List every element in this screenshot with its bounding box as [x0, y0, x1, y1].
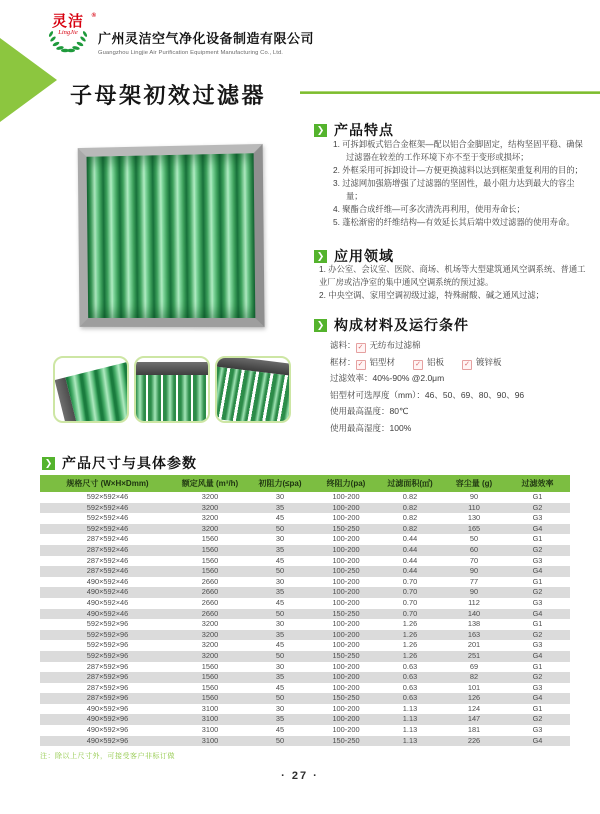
thumbnail-angle-detail — [215, 356, 291, 423]
materials-option — [356, 340, 421, 350]
table-row — [40, 619, 570, 630]
pleat-detail — [134, 375, 210, 423]
table-row — [40, 492, 570, 503]
features-list — [333, 138, 589, 229]
materials-option-label: 铝板 — [427, 356, 445, 367]
table-cell: 45 — [275, 725, 285, 735]
table-cell: 165 — [467, 523, 481, 533]
table-row — [40, 534, 570, 545]
list-item — [333, 216, 589, 229]
table-cell: 3200 — [201, 629, 219, 639]
table-cell: 100-200 — [332, 661, 360, 671]
table-cell: G2 — [532, 587, 543, 597]
item-number: 5. — [333, 217, 343, 227]
table-cell: 100-200 — [332, 714, 360, 724]
company-name-block — [98, 28, 398, 56]
materials-row — [330, 420, 592, 437]
table-cell: 50 — [469, 534, 479, 544]
table-cell: 90 — [469, 587, 479, 597]
table-cell: G1 — [532, 703, 543, 713]
table-cell: G2 — [532, 672, 543, 682]
table-row — [40, 704, 570, 715]
table-row — [40, 693, 570, 704]
table-cell: 45 — [275, 640, 285, 650]
table-cell: 30 — [275, 661, 285, 671]
section-title: 应用领域 — [334, 248, 394, 264]
list-item — [333, 177, 589, 203]
table-row — [40, 513, 570, 524]
table-cell: 592×592×46 — [86, 513, 129, 523]
table-row — [40, 662, 570, 673]
table-cell: 226 — [467, 735, 481, 745]
table-cell: 251 — [467, 650, 481, 660]
table-cell: 150-250 — [332, 608, 360, 618]
table-cell: 0.63 — [402, 682, 418, 692]
list-item — [333, 203, 589, 216]
table-cell: 138 — [467, 619, 481, 629]
checkbox-icon: ✓ — [462, 360, 472, 370]
table-cell: 147 — [467, 714, 481, 724]
table-cell: 60 — [469, 544, 479, 554]
table-cell: 1560 — [201, 555, 219, 565]
table-cell: 3200 — [201, 619, 219, 629]
table-cell: 592×592×46 — [86, 492, 129, 501]
table-cell: 287×592×96 — [86, 672, 129, 682]
section-chevron-icon: ❯ — [314, 250, 327, 263]
table-cell: 45 — [275, 682, 285, 692]
table-cell: 3100 — [201, 703, 219, 713]
table-cell: 0.44 — [402, 534, 418, 544]
table-cell: 0.82 — [402, 492, 418, 501]
table-cell: 77 — [469, 576, 479, 586]
table-cell: 100-200 — [332, 672, 360, 682]
table-cell: 1560 — [201, 566, 219, 576]
spec-table-head-row — [40, 475, 570, 492]
table-cell: 490×592×46 — [86, 587, 129, 597]
materials-option — [413, 357, 444, 367]
spec-table — [40, 475, 570, 746]
materials-label: 框材： — [330, 356, 356, 367]
table-cell: 100-200 — [332, 534, 360, 544]
table-cell: G4 — [532, 523, 543, 533]
company-logo — [46, 13, 96, 62]
column-header: 初阻力(≤pa) — [245, 475, 315, 492]
checkbox-icon: ✓ — [413, 360, 423, 370]
table-cell: 592×592×96 — [86, 619, 129, 629]
table-cell: 287×592×46 — [86, 555, 129, 565]
table-row — [40, 587, 570, 598]
table-cell: G3 — [532, 597, 543, 607]
registered-trademark-icon: ® — [91, 13, 96, 19]
section-chevron-icon: ❯ — [314, 319, 327, 332]
table-cell: 490×592×46 — [86, 608, 129, 618]
table-cell: 1560 — [201, 672, 219, 682]
table-cell: G4 — [532, 735, 543, 745]
table-cell: 50 — [275, 608, 285, 618]
table-row — [40, 556, 570, 567]
table-row — [40, 630, 570, 641]
table-cell: 181 — [467, 725, 481, 735]
item-number: 2. — [333, 165, 343, 175]
table-cell: 35 — [275, 587, 285, 597]
table-cell: 150-250 — [332, 523, 360, 533]
table-row — [40, 524, 570, 535]
materials-row — [330, 387, 592, 404]
table-cell: 100-200 — [332, 597, 360, 607]
materials-row — [330, 403, 592, 420]
table-cell: 100-200 — [332, 502, 360, 512]
table-cell: G1 — [532, 576, 543, 586]
table-cell: G4 — [532, 566, 543, 576]
table-cell: 30 — [275, 703, 285, 713]
section-chevron-icon: ❯ — [314, 124, 327, 137]
table-cell: G2 — [532, 502, 543, 512]
product-photo-main — [78, 144, 265, 327]
table-cell: 100-200 — [332, 555, 360, 565]
item-text: 外框采用可拆卸设计—方便更换滤料以达到框架重复利用的目的； — [342, 165, 583, 175]
table-cell: 35 — [275, 544, 285, 554]
product-photo-thumbnails — [53, 356, 293, 426]
materials-value: 40%-90% @2.0μm — [372, 373, 445, 383]
table-cell: 0.44 — [402, 566, 418, 576]
table-cell: 124 — [467, 703, 481, 713]
table-cell: 287×592×46 — [86, 544, 129, 554]
table-cell: 1.26 — [402, 629, 418, 639]
materials-label: 过滤效率： — [330, 373, 373, 383]
table-cell: 490×592×46 — [86, 576, 129, 586]
materials-label: 使用最高湿度： — [330, 422, 390, 433]
section-title: 产品特点 — [334, 122, 394, 138]
item-text: 可拆卸板式铝合金框架—配以铝合金脚固定，结构坚固平稳、确保过滤器在较差的工作环境下亦不至于变形或损坏； — [342, 139, 583, 162]
table-cell: G4 — [532, 650, 543, 660]
table-cell: 112 — [468, 597, 480, 607]
table-cell: G4 — [532, 693, 543, 703]
table-cell: 100-250 — [332, 566, 360, 576]
table-cell: 3100 — [201, 735, 219, 745]
item-number: 1. — [319, 264, 329, 274]
table-cell: 0.63 — [402, 661, 418, 671]
section-header-materials — [314, 315, 469, 335]
table-cell: 45 — [275, 555, 285, 565]
section-title: 产品尺寸与具体参数 — [62, 455, 197, 471]
table-cell: 490×592×96 — [86, 725, 129, 735]
table-cell: 100-200 — [332, 682, 360, 692]
table-cell: 592×592×46 — [86, 502, 129, 512]
company-name-cn: 广州灵洁空气净化设备制造有限公司 — [98, 31, 315, 46]
item-number: 2. — [319, 290, 329, 300]
table-cell: 35 — [275, 672, 285, 682]
table-cell: 1.13 — [402, 703, 418, 713]
thumbnail-front-detail — [134, 356, 210, 423]
page-title: 子母架初效过滤器 — [70, 83, 267, 108]
table-cell: 287×592×96 — [86, 661, 129, 671]
list-item — [319, 263, 587, 289]
materials-value: 46、50、69、80、90、96 — [424, 389, 525, 400]
filter-pleats — [87, 153, 256, 318]
table-row — [40, 566, 570, 577]
table-cell: 130 — [467, 513, 481, 523]
table-cell: G4 — [532, 608, 543, 618]
table-cell: 0.44 — [402, 555, 418, 565]
thumbnail-image — [55, 358, 129, 423]
table-cell: 1.13 — [402, 714, 418, 724]
item-number: 3. — [333, 178, 343, 188]
table-cell: 3200 — [201, 502, 219, 512]
table-cell: 0.63 — [402, 672, 418, 682]
table-cell: 1.26 — [402, 640, 418, 650]
table-cell: 100-200 — [332, 544, 360, 554]
table-cell: 0.70 — [402, 597, 418, 607]
table-cell: 35 — [275, 502, 285, 512]
page-number: · 27 · — [281, 770, 319, 782]
table-cell: G3 — [532, 640, 543, 650]
frame-edge — [134, 362, 210, 375]
table-cell: G3 — [532, 513, 543, 523]
table-cell: 100-200 — [332, 576, 360, 586]
column-header: 额定风量 (m³/h) — [175, 475, 245, 492]
item-number: 1. — [333, 139, 343, 149]
pleat-detail — [215, 366, 291, 423]
table-cell: 150-250 — [332, 693, 360, 703]
table-cell: G1 — [532, 661, 543, 671]
table-cell: 1560 — [201, 693, 219, 703]
materials-option — [462, 357, 502, 367]
spec-table-body — [40, 492, 570, 746]
table-cell: 3200 — [201, 523, 219, 533]
logo-brand-text: 灵洁 — [51, 13, 84, 30]
table-cell: 100-200 — [332, 492, 360, 501]
table-cell: 0.82 — [402, 523, 418, 533]
table-cell: 0.70 — [402, 576, 418, 586]
table-row — [40, 640, 570, 651]
item-text: 过滤网加强筋增强了过滤器的坚固性，最小阻力达到最大的容尘量； — [342, 178, 575, 201]
table-cell: 3200 — [201, 492, 219, 501]
table-cell: 1560 — [201, 682, 219, 692]
table-row — [40, 609, 570, 620]
materials-label: 滤料： — [330, 340, 356, 350]
table-cell: 0.82 — [402, 513, 418, 523]
column-header: 规格尺寸 (W×H×Dmm) — [40, 475, 175, 492]
table-cell: 0.70 — [402, 608, 418, 618]
item-text: 蓬松渐密的纤维结构—有效延长其后端中效过滤器的使用寿命。 — [342, 217, 575, 227]
table-cell: 100-200 — [332, 513, 360, 523]
table-cell: 3200 — [201, 650, 219, 660]
table-row — [40, 577, 570, 588]
table-cell: 69 — [469, 661, 479, 671]
table-cell: 30 — [275, 576, 285, 586]
table-cell: 1560 — [201, 661, 219, 671]
item-text: 聚酯合成纤维—可多次清洗再利用，使用寿命长； — [342, 204, 525, 214]
materials-row — [330, 337, 592, 354]
table-cell: 1.26 — [402, 650, 418, 660]
column-header: 过滤面积(㎡) — [377, 475, 443, 492]
table-cell: G1 — [532, 619, 543, 629]
table-cell: 3200 — [201, 640, 219, 650]
checkbox-icon: ✓ — [356, 343, 366, 353]
table-cell: 490×592×96 — [86, 735, 129, 745]
table-cell: 30 — [275, 534, 285, 544]
table-cell: 2660 — [201, 587, 219, 597]
materials-value: 100% — [389, 422, 412, 433]
table-cell: 0.63 — [402, 693, 418, 703]
table-cell: 50 — [275, 566, 285, 576]
table-cell: 2660 — [201, 597, 219, 607]
table-cell: G1 — [532, 492, 543, 501]
thumbnail-image — [134, 362, 210, 423]
section-header-specs — [42, 453, 197, 473]
table-cell: 592×592×46 — [86, 523, 129, 533]
materials-option-label: 铝型材 — [369, 356, 396, 367]
materials-label: 使用最高温度： — [330, 406, 390, 416]
table-cell: G1 — [532, 534, 543, 544]
table-cell: 100-200 — [332, 587, 360, 597]
table-cell: 490×592×96 — [86, 703, 129, 713]
table-cell: 100-200 — [332, 619, 360, 629]
table-cell: 3100 — [201, 714, 219, 724]
title-rule-line — [300, 91, 600, 94]
materials-row — [330, 354, 592, 371]
table-cell: G3 — [532, 682, 543, 692]
materials-value: 80℃ — [389, 406, 409, 416]
table-cell: 50 — [275, 650, 285, 660]
table-cell: 100-200 — [332, 703, 360, 713]
table-row — [40, 736, 570, 747]
materials-option — [356, 357, 396, 367]
table-cell: 2660 — [201, 576, 219, 586]
table-cell: 1.13 — [402, 735, 418, 745]
table-cell: 0.70 — [402, 587, 418, 597]
table-cell: 35 — [275, 714, 285, 724]
list-item — [333, 164, 589, 177]
table-cell: 82 — [469, 672, 479, 682]
column-header: 过滤效率 — [505, 475, 570, 492]
table-cell: 592×592×96 — [86, 629, 129, 639]
table-cell: 90 — [469, 566, 479, 576]
logo-script-text: LingJie — [58, 29, 78, 36]
table-row — [40, 503, 570, 514]
table-cell: 126 — [467, 693, 481, 703]
item-text: 办公室、会议室、医院、商场、机场等大型建筑通风空调系统、普通工业厂房或洁净室的集中通风空调系统的预过滤。 — [319, 264, 586, 287]
table-cell: G3 — [532, 555, 543, 565]
table-cell: G2 — [532, 629, 543, 639]
table-cell: 490×592×46 — [86, 597, 129, 607]
materials-option-label: 无纺布过滤棉 — [369, 340, 421, 350]
table-cell: 287×592×46 — [86, 534, 129, 544]
table-cell: 592×592×96 — [86, 640, 129, 650]
table-cell: 287×592×46 — [86, 566, 129, 576]
table-cell: 3200 — [201, 513, 219, 523]
item-text: 中央空调、家用空调初级过滤，特殊耐酸、碱之通风过滤； — [328, 290, 544, 300]
table-cell: 287×592×96 — [86, 693, 129, 703]
table-cell: 30 — [275, 492, 285, 501]
table-cell: 50 — [275, 693, 285, 703]
table-cell: 101 — [467, 682, 481, 692]
item-number: 4. — [333, 204, 343, 214]
materials-list — [330, 337, 592, 436]
company-name-en: Guangzhou Lingjie Air Purification Equipment Manufacturing Co., Ltd. — [98, 49, 283, 56]
table-cell: 287×592×96 — [86, 682, 129, 692]
table-row — [40, 598, 570, 609]
thumbnail-image — [215, 356, 291, 423]
table-cell: 3100 — [201, 725, 219, 735]
table-note: 注：除以上尺寸外，可接受客户非标订做 — [40, 753, 175, 760]
checkbox-icon: ✓ — [356, 360, 366, 370]
filter-frame — [78, 144, 265, 327]
table-cell: 100-200 — [332, 640, 360, 650]
section-title: 构成材料及运行条件 — [334, 317, 469, 333]
table-cell: 163 — [467, 629, 481, 639]
table-cell: 0.82 — [402, 502, 418, 512]
table-cell: 201 — [467, 640, 481, 650]
table-row — [40, 714, 570, 725]
table-row — [40, 683, 570, 694]
table-cell: G3 — [532, 725, 543, 735]
table-cell: 90 — [469, 492, 479, 501]
section-header-features — [314, 120, 394, 140]
table-cell: 150-250 — [332, 650, 360, 660]
list-item — [333, 138, 589, 164]
thumbnail-corner-detail — [53, 356, 129, 423]
table-cell: 35 — [275, 629, 285, 639]
table-cell: 45 — [275, 597, 285, 607]
table-cell: 30 — [275, 619, 285, 629]
column-header: 容尘量 (g) — [443, 475, 505, 492]
table-cell: 2660 — [201, 608, 219, 618]
section-chevron-icon: ❯ — [42, 457, 55, 470]
table-cell: 1560 — [201, 534, 219, 544]
table-cell: G2 — [532, 544, 543, 554]
table-cell: 45 — [275, 513, 285, 523]
table-cell: 100-200 — [332, 725, 360, 735]
table-cell: 140 — [467, 608, 481, 618]
table-cell: 490×592×96 — [86, 714, 129, 724]
table-cell: 100-200 — [332, 629, 360, 639]
table-cell: 50 — [275, 523, 285, 533]
materials-option-label: 镀锌板 — [476, 356, 502, 367]
applications-list — [319, 263, 587, 302]
table-cell: G2 — [532, 714, 543, 724]
materials-label: 铝型材可选厚度（mm）： — [330, 389, 425, 400]
column-header: 终阻力(pa) — [315, 475, 377, 492]
table-row — [40, 651, 570, 662]
list-item — [319, 289, 587, 302]
pleat-detail — [65, 358, 129, 423]
table-row — [40, 545, 570, 556]
table-cell: 70 — [469, 555, 479, 565]
table-cell: 592×592×96 — [86, 650, 129, 660]
table-cell: 1.13 — [402, 725, 418, 735]
table-cell: 110 — [468, 502, 480, 512]
table-cell: 150-250 — [332, 735, 360, 745]
table-cell: 0.44 — [402, 544, 418, 554]
table-row — [40, 725, 570, 736]
table-cell: 1.26 — [402, 619, 418, 629]
table-row — [40, 672, 570, 683]
table-cell: 1560 — [201, 544, 219, 554]
materials-row — [330, 370, 592, 387]
table-cell: 50 — [275, 735, 285, 745]
